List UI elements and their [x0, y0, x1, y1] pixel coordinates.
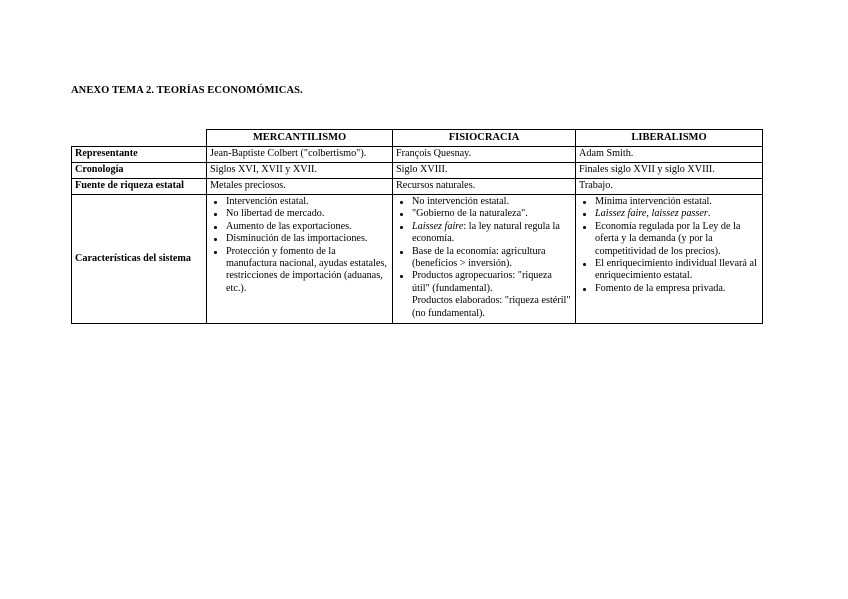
list-item: Protección y fomento de la manufactura nacional, ayudas estatales, restricciones de importación (aduanas, etc.). — [210, 246, 389, 296]
list-item: "Gobierno de la naturaleza". — [396, 208, 572, 220]
list-item: Fomento de la empresa privada. — [579, 283, 759, 295]
list-item-text: : la ley natural regula la economía. — [412, 220, 560, 245]
table-row — [72, 179, 763, 195]
page-title: ANEXO TEMA 2. TEORÍAS ECONOMÓMICAS. — [71, 85, 303, 96]
table-row — [72, 163, 763, 179]
table-header-row — [72, 130, 763, 147]
list-item: Base de la economía: agricultura (beneficios > inversión). — [396, 246, 572, 271]
table-row — [72, 147, 763, 163]
cell-representante-liberalismo: Adam Smith. — [576, 147, 763, 163]
list-item: Aumento de las exportaciones. — [210, 221, 389, 233]
cell-fuente-mercantilismo: Metales preciosos. — [207, 179, 393, 195]
row-label-cronologia: Cronología — [72, 163, 207, 179]
header-liberalismo: LIBERALISMO — [576, 130, 763, 147]
economic-theories-table — [71, 129, 763, 324]
header-mercantilismo: MERCANTILISMO — [207, 130, 393, 147]
list-item — [396, 221, 572, 246]
list-item: Economía regulada por la Ley de la oferta y la demanda (y por la competitividad de los precios). — [579, 221, 759, 258]
italic-term: Laissez faire, laissez passer — [595, 208, 708, 220]
list-item — [579, 208, 759, 220]
cell-cronologia-liberalismo: Finales siglo XVII y siglo XVIII. — [576, 163, 763, 179]
list-fisiocracia — [396, 196, 572, 320]
cell-caracteristicas-fisiocracia — [393, 195, 576, 324]
list-item: No intervención estatal. — [396, 196, 572, 208]
cell-fuente-liberalismo: Trabajo. — [576, 179, 763, 195]
italic-term: Laissez faire — [412, 220, 464, 232]
list-item-text: . — [707, 208, 711, 220]
list-item: Mínima intervención estatal. — [579, 196, 759, 208]
cell-representante-fisiocracia: François Quesnay. — [393, 147, 576, 163]
header-fisiocracia: FISIOCRACIA — [393, 130, 576, 147]
list-item: Intervención estatal. — [210, 196, 389, 208]
list-item: No libertad de mercado. — [210, 208, 389, 220]
cell-caracteristicas-liberalismo — [576, 195, 763, 324]
list-item: Productos elaborados: "riqueza estéril" (no fundamental). — [412, 295, 571, 319]
cell-cronologia-fisiocracia: Siglo XVIII. — [393, 163, 576, 179]
list-mercantilismo — [210, 196, 389, 295]
cell-fuente-fisiocracia: Recursos naturales. — [393, 179, 576, 195]
list-item: Productos agropecuarios: "riqueza útil" (fundamental). — [396, 270, 572, 295]
list-item: Disminución de las importaciones. — [210, 233, 389, 245]
table-row — [72, 195, 763, 324]
row-label-fuente: Fuente de riqueza estatal — [72, 179, 207, 195]
row-label-representante: Representante — [72, 147, 207, 163]
empty-corner-cell — [72, 130, 207, 147]
list-liberalismo — [579, 196, 759, 295]
cell-representante-mercantilismo: Jean-Baptiste Colbert ("colbertismo"). — [207, 147, 393, 163]
list-item: El enriquecimiento individual llevará al enriquecimiento estatal. — [579, 258, 759, 283]
cell-cronologia-mercantilismo: Siglos XVI, XVII y XVII. — [207, 163, 393, 179]
cell-caracteristicas-mercantilismo — [207, 195, 393, 324]
row-label-caracteristicas: Características del sistema — [72, 195, 207, 324]
